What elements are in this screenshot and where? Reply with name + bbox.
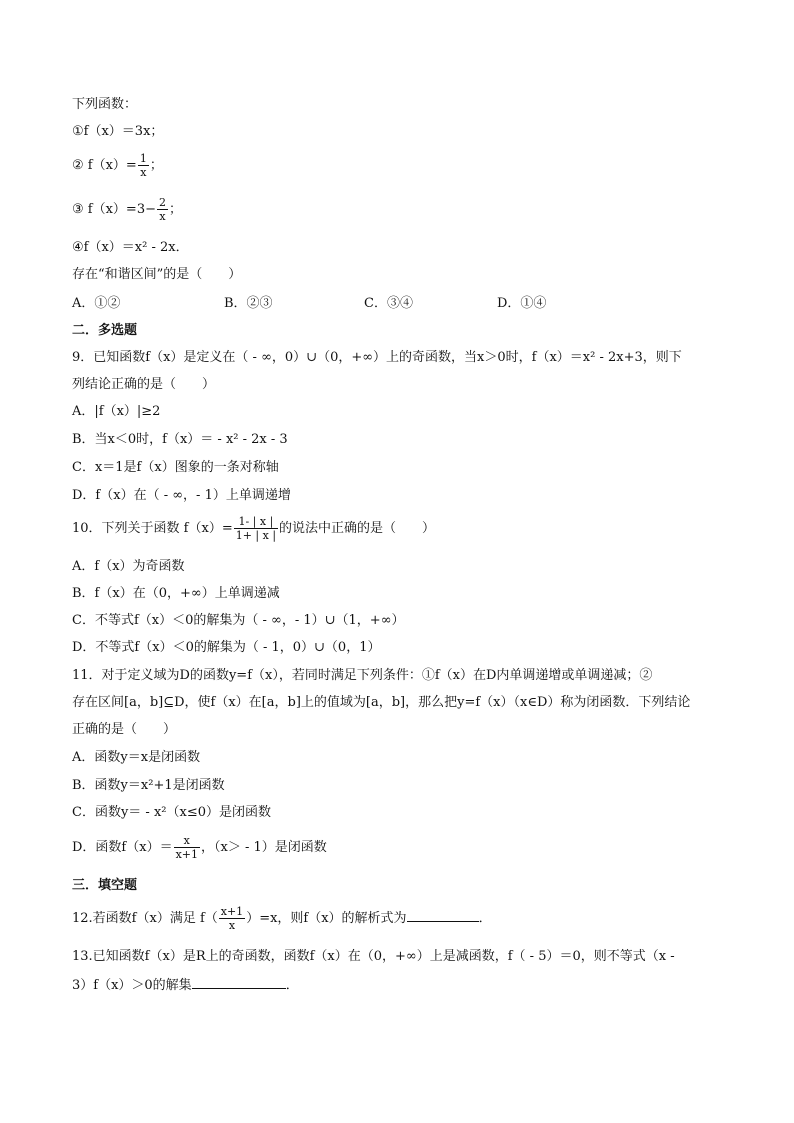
fraction-denominator: 1+ | x |	[235, 529, 277, 542]
q13-stem-line-1: 13.已知函数f（x）是R上的奇函数，函数f（x）在（0，+∞）上是减函数，f（ - 5）＝0，则不等式（x -	[72, 949, 675, 964]
q10-stem-start: 10．下列关于函数 f（x）=	[72, 521, 233, 536]
q9-option-d: D．f（x）在（ - ∞，- 1）上单调递增	[72, 488, 291, 503]
fraction-denominator: x	[228, 919, 236, 932]
function-3-fraction	[157, 196, 168, 223]
q10-stem-end: 的说法中正确的是（ ）	[279, 521, 436, 536]
q11-option-d-end: ，（x＞ - 1）是闭函数	[201, 840, 327, 855]
q10-option-d: D．不等式f（x）＜0的解集为（ - 1，0）∪（0，1）	[72, 640, 381, 655]
section-heading-fill-in: 三．填空题	[72, 878, 138, 893]
fraction-denominator: x+1	[175, 848, 198, 861]
q9-option-b: B．当x＜0时，f（x）＝ - x² - 2x - 3	[72, 432, 288, 447]
q12-answer-blank[interactable]	[407, 907, 479, 922]
q11-stem-line-3: 正确的是（ ）	[72, 722, 177, 737]
q10-stem	[72, 513, 435, 545]
q12-stem-end: ．	[478, 911, 492, 926]
function-2-fraction	[138, 152, 149, 179]
q10-fraction	[234, 515, 278, 542]
fraction-denominator: x	[159, 210, 166, 223]
q10-option-c: C．不等式f（x）＜0的解集为（ - ∞，- 1）∪（1，+∞）	[72, 613, 405, 628]
q11-option-d-fraction	[174, 834, 200, 861]
q9-option-c: C．x＝1是f（x）图象的一条对称轴	[72, 460, 279, 475]
q13-stem-line-2-start: 3）f（x）＞0的解集	[72, 978, 192, 993]
q8-option-b: B．②③	[224, 296, 273, 311]
fraction-denominator: x	[140, 166, 147, 179]
q12-stem-middle: ）=x，则f（x）的解析式为	[246, 911, 407, 926]
q11-option-d-start: D．函数f（x）＝	[72, 840, 173, 855]
function-2-lhs: ② f（x）=	[72, 158, 137, 173]
section-heading-multiple-choice: 二．多选题	[72, 323, 138, 338]
fraction-numerator: 1- | x |	[234, 515, 278, 529]
q11-option-b: B．函数y＝x²+1是闭函数	[72, 778, 225, 793]
q11-option-a: A．函数y＝x是闭函数	[72, 750, 201, 765]
q13-answer-blank[interactable]	[192, 974, 286, 989]
function-2-end: ；	[149, 158, 163, 173]
fraction-numerator: x+1	[220, 905, 244, 918]
function-4: ④f（x）＝x² - 2x．	[72, 240, 189, 255]
q10-option-a: A．f（x）为奇函数	[72, 559, 185, 574]
q13-stem-line-2	[72, 974, 299, 996]
fraction-numerator: 1	[139, 152, 147, 165]
function-3-end: ；	[169, 202, 183, 217]
q11-stem-line-1: 11．对于定义域为D的函数y=f（x），若同时满足下列条件：①f（x）在D内单调递增或单调递减；②	[72, 668, 653, 683]
fraction-numerator: 2	[159, 196, 166, 209]
q8-option-d: D．①④	[497, 296, 547, 311]
fraction-numerator: x	[174, 834, 200, 848]
q11-option-d	[72, 832, 327, 864]
intro-text: 下列函数：	[72, 97, 138, 112]
q12-fraction	[219, 905, 245, 932]
q8-option-a: A．①②	[72, 296, 121, 311]
function-3	[72, 194, 182, 226]
q10-option-b: B．f（x）在（0，+∞）上单调递减	[72, 586, 280, 601]
q9-stem-line-1: 9．已知函数f（x）是定义在（ - ∞，0）∪（0，+∞）上的奇函数，当x＞0时，f（x）＝x² - 2x+3，则下	[72, 350, 682, 365]
q12-stem	[72, 903, 492, 935]
q8-stem: 存在“和谐区间”的是（ ）	[72, 267, 242, 282]
function-2	[72, 150, 163, 182]
q9-stem-line-2: 列结论正确的是（ ）	[72, 377, 216, 392]
q9-option-a: A．|f（x）|≥2	[72, 404, 161, 419]
function-1: ①f（x）＝3x；	[72, 124, 164, 139]
q11-stem-line-2: 存在区间[a，b]⊆D，使f（x）在[a，b]上的值域为[a，b]，那么把y=f（x）（x∈D）称为闭函数．下列结论	[72, 695, 691, 710]
q13-stem-end: ．	[285, 978, 299, 993]
q11-option-c: C．函数y＝ - x²（x≤0）是闭函数	[72, 805, 271, 820]
q8-option-c: C．③④	[364, 296, 413, 311]
q12-stem-start: 12.若函数f（x）满足 f（	[72, 911, 218, 926]
function-3-lhs: ③ f（x）=3−	[72, 202, 156, 217]
